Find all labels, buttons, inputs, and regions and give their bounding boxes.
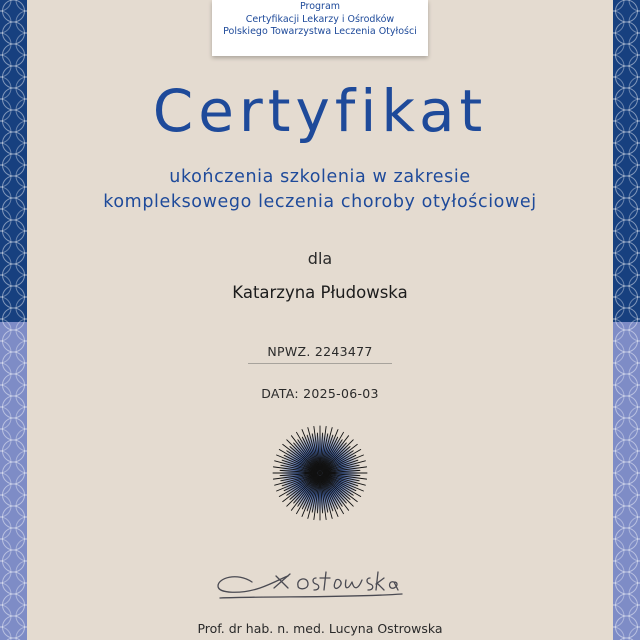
subtitle-line-1: ukończenia szkolenia w zakresie bbox=[169, 167, 471, 187]
header-line-society: Polskiego Towarzystwa Leczenia Otyłości bbox=[223, 26, 417, 37]
signatory-name: Prof. dr hab. n. med. Lucyna Ostrowska bbox=[197, 621, 443, 636]
header-line-program: Program bbox=[299, 1, 341, 12]
program-header-card bbox=[212, 0, 428, 56]
recipient-name: Katarzyna Płudowska bbox=[232, 283, 408, 302]
certificate-subtitle bbox=[0, 165, 640, 215]
for-label: dla bbox=[307, 249, 333, 268]
starburst-seal-icon bbox=[270, 423, 370, 523]
certificate-title: Certyfikat bbox=[152, 77, 488, 145]
certificate-date: DATA: 2025-06-03 bbox=[261, 386, 379, 401]
header-line-certification: Certyfikacji Lekarzy i Ośrodków bbox=[245, 13, 395, 25]
handwritten-signature bbox=[212, 564, 408, 606]
subtitle-line-2: kompleksowego leczenia choroby otyłościowej bbox=[103, 192, 537, 212]
npwz-number: NPWZ. 2243477 bbox=[248, 344, 392, 364]
